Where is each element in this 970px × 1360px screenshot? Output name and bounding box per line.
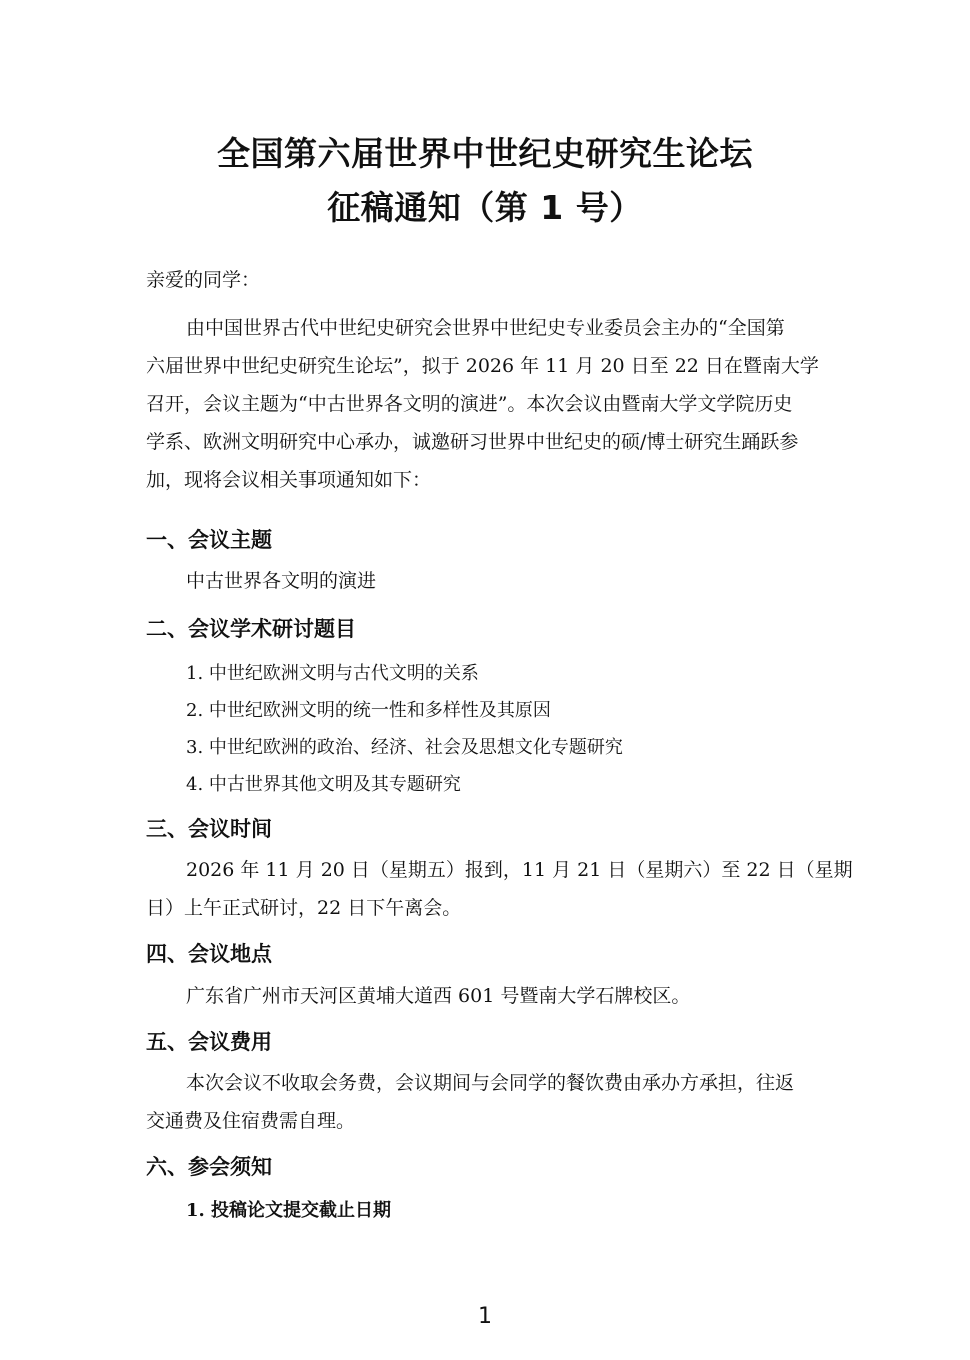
notes-subheading-deadline: 1. 投稿论文提交截止日期	[186, 1200, 392, 1221]
section-heading-theme: 一、会议主题	[146, 528, 272, 552]
section-heading-topics: 二、会议学术研讨题目	[146, 617, 356, 641]
intro-line-3: 召开，会议主题为“中古世界各文明的演进”。本次会议由暨南大学文学院历史	[146, 393, 793, 415]
intro-line-2: 六届世界中世纪史研究生论坛”，拟于 2026 年 11 月 20 日至 22 日在暨南大学	[146, 355, 819, 377]
topic-item-2: 2. 中世纪欧洲文明的统一性和多样性及其原因	[186, 700, 551, 721]
fees-line-2: 交通费及住宿费需自理。	[146, 1110, 356, 1132]
page-number: 1	[478, 1304, 492, 1329]
intro-line-1: 由中国世界古代中世纪史研究会世界中世纪史专业委员会主办的“全国第	[186, 317, 785, 339]
greeting: 亲爱的同学：	[146, 269, 261, 291]
section-heading-venue: 四、会议地点	[146, 942, 272, 966]
time-line-2: 日）上午正式研讨，22 日下午离会。	[146, 897, 462, 919]
section-heading-time: 三、会议时间	[146, 817, 272, 841]
intro-line-5: 加，现将会议相关事项通知如下：	[146, 469, 432, 491]
section-theme-text: 中古世界各文明的演进	[186, 570, 377, 592]
topic-item-4: 4. 中古世界其他文明及其专题研究	[186, 774, 461, 795]
section-heading-notes: 六、参会须知	[146, 1155, 272, 1179]
topic-item-1: 1. 中世纪欧洲文明与古代文明的关系	[186, 663, 479, 684]
topic-item-3: 3. 中世纪欧洲的政治、经济、社会及思想文化专题研究	[186, 737, 623, 758]
venue-text: 广东省广州市天河区黄埔大道西 601 号暨南大学石牌校区。	[186, 985, 691, 1007]
fees-line-1: 本次会议不收取会务费，会议期间与会同学的餐饮费由承办方承担，往返	[186, 1072, 795, 1094]
section-heading-fees: 五、会议费用	[146, 1030, 272, 1054]
time-line-1: 2026 年 11 月 20 日（星期五）报到，11 月 21 日（星期六）至 22 日（星期	[186, 859, 853, 881]
intro-line-4: 学系、欧洲文明研究中心承办，诚邀研习世界中世纪史的硕/博士研究生踊跃参	[146, 431, 799, 453]
document-title: 全国第六届世界中世纪史研究生论坛	[217, 134, 753, 173]
document-subtitle: 征稿通知（第 1 号）	[327, 188, 643, 227]
